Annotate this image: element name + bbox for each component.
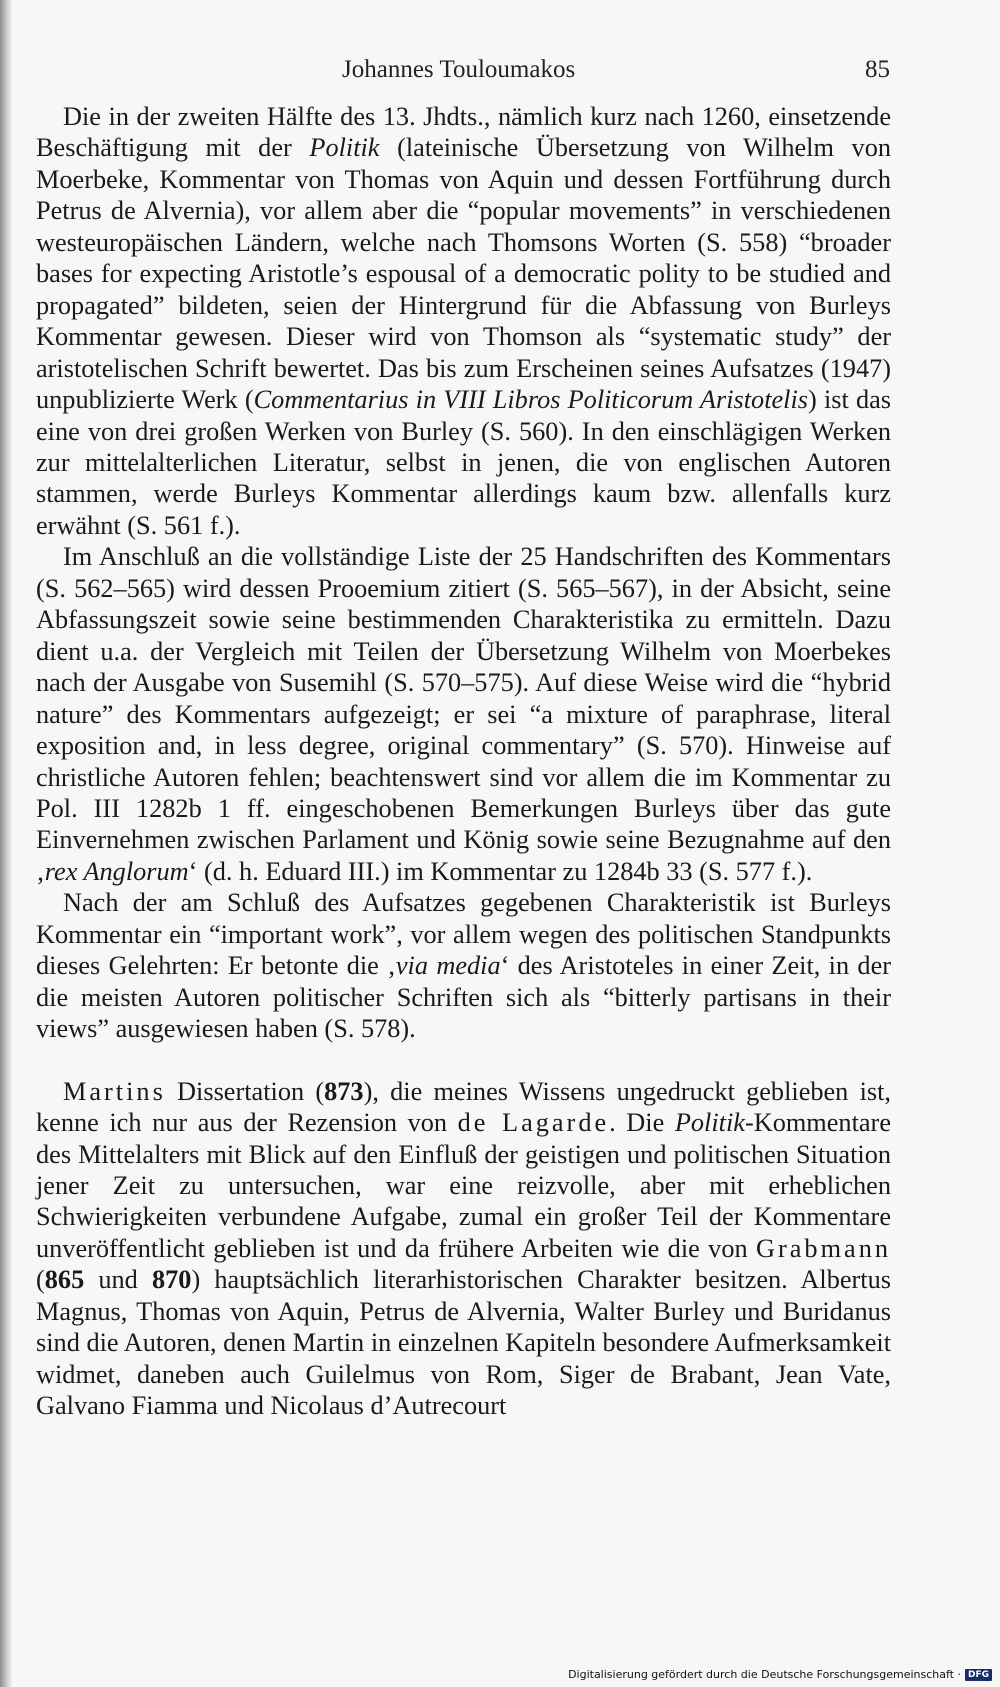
- paragraph-1: [36, 101, 891, 541]
- text-run: ) ist das eine von drei großen Werken von Burley (S. 560). In den einschlägigen Werken zur mittelalterlichen Literatur, selbst in jenen, die von englischen Autoren stammen, werde Burleys Kommentar allerdings kaum bzw. allenfalls kurz erwähnt (S. 561 f.).: [36, 385, 891, 540]
- text-run: Nach der am Schluß des Aufsatzes gegebenen Charakteristik ist Burleys Kommentar ein “important work”, vor allem wegen des politischen Standpunkts dieses Gelehrten: Er betonte die ‚: [36, 888, 891, 981]
- title-italic: Politik: [674, 1108, 745, 1138]
- reference-number: 873: [324, 1076, 364, 1106]
- page-number: 85: [865, 56, 890, 83]
- title-italic: Commentarius in VIII Libros Politicorum Aristotelis: [253, 385, 809, 415]
- text-run: . Die: [609, 1108, 675, 1138]
- dfg-logo: DFG: [965, 1669, 992, 1681]
- text-run: Dissertation (: [165, 1076, 325, 1106]
- reference-number: 870: [152, 1265, 192, 1295]
- reference-number: 865: [44, 1265, 85, 1295]
- term-italic: rex Anglorum: [44, 856, 189, 886]
- text-run: (: [36, 1265, 45, 1295]
- text-run: ) hauptsächlich literarhistorischen Charakter besitzen. Albertus Magnus, Thomas von Aquin, Petrus de Alvernia, Walter Burley und Buridanus sind die Autoren, denen Martin in einzelnen Kapiteln besondere Aufmerksamkeit widmet, daneben auch Guilelmus von Rom, Siger de Brabant, Jean Vate, Galvano Fiamma und Nicolaus d’Autrecourt: [36, 1265, 891, 1421]
- text-run: -Kommentare des Mittelalters mit Blick auf den Einfluß der geistigen und politischen Situation jener Zeit zu untersuchen, war eine reizvolle, aber mit erheblichen Schwierigkeiten verbundene Aufgabe, zumal ein großer Teil der Kommentare unveröffentlicht geblieben ist und da frühere Arbeiten wie die von: [36, 1108, 891, 1263]
- paragraph-2: [36, 541, 891, 887]
- paragraph-3: [36, 887, 891, 1044]
- body-text: [36, 101, 891, 1422]
- text-run: Im Anschluß an die vollständige Liste der 25 Handschriften des Kommentars (S. 562–565) wird dessen Prooemium zitiert (S. 565–567), in der Absicht, seine Abfassungszeit sowie seine bestimmenden Charakteristika zu ermitteln. Dazu dient u.a. der Vergleich mit Teilen der Übersetzung Wilhelm von Moerbekes nach der Ausgabe von Susemihl (S. 570–575). Auf diese Weise wird die “hybrid nature” des Kommentars aufgezeigt; er sei “a mixture of paraphrase, literal exposition and, in less degree, original commentary” (S. 570). Hinweise auf christliche Autoren fehlen; beachtenswert sind vor allem die im Kommentar zu Pol. III 1282b 1 ff. eingeschobenen Bemerkungen Burleys über das gute Einvernehmen zwischen Parlament und König sowie seine Bezugnahme auf den ‚: [36, 542, 891, 886]
- text-run: (lateinische Übersetzung von Wilhelm von Moerbeke, Kommentar von Thomas von Aquin und dessen Fortführung durch Petrus de Alvernia), vor allem aber die “popular movements” in verschiedenen westeuropäischen Ländern, welche nach Thomsons Worten (S. 558) “broader bases for expecting Aristotle’s espousal of a democratic polity to be studied and propagated” bildeten, seien der Hintergrund für die Abfassung von Burleys Kommentar gewesen. Dieser wird von Thomson als “systematic study” der aristotelischen Schrift bewertet. Das bis zum Erscheinen seines Aufsatzes (1947) unpublizierte Werk (: [36, 133, 891, 415]
- running-head-author: Johannes Touloumakos: [342, 56, 576, 83]
- digitization-credit: [568, 1668, 992, 1681]
- author-name-spaced: Martins: [63, 1076, 166, 1106]
- text-run: Die in der zweiten Hälfte des 13. Jhdts., nämlich kurz nach 1260, einsetzende Beschäftigung mit der: [36, 102, 891, 163]
- title-italic: Politik: [309, 133, 380, 163]
- paragraph-4: [36, 1076, 891, 1422]
- author-name-spaced: Grabmann: [756, 1233, 891, 1263]
- page-gutter-shadow: [0, 0, 12, 1687]
- text-run: ‘ des Aristoteles in einer Zeit, in der die meisten Autoren politischer Schriften sich als “bitterly partisans in their views” ausgewiesen haben (S. 578).: [36, 951, 891, 1044]
- author-name-spaced: de Lagarde: [457, 1108, 610, 1138]
- credit-text: Digitalisierung gefördert durch die Deutsche Forschungsgemeinschaft ·: [568, 1668, 961, 1681]
- text-run: ‘ (d. h. Eduard III.) im Kommentar zu 1284b 33 (S. 577 f.).: [188, 856, 813, 886]
- text-run: und: [84, 1265, 152, 1295]
- text-run: ), die meines Wissens ungedruckt geblieben ist, kenne ich nur aus der Rezension von: [36, 1076, 891, 1138]
- term-italic: via media: [395, 951, 501, 981]
